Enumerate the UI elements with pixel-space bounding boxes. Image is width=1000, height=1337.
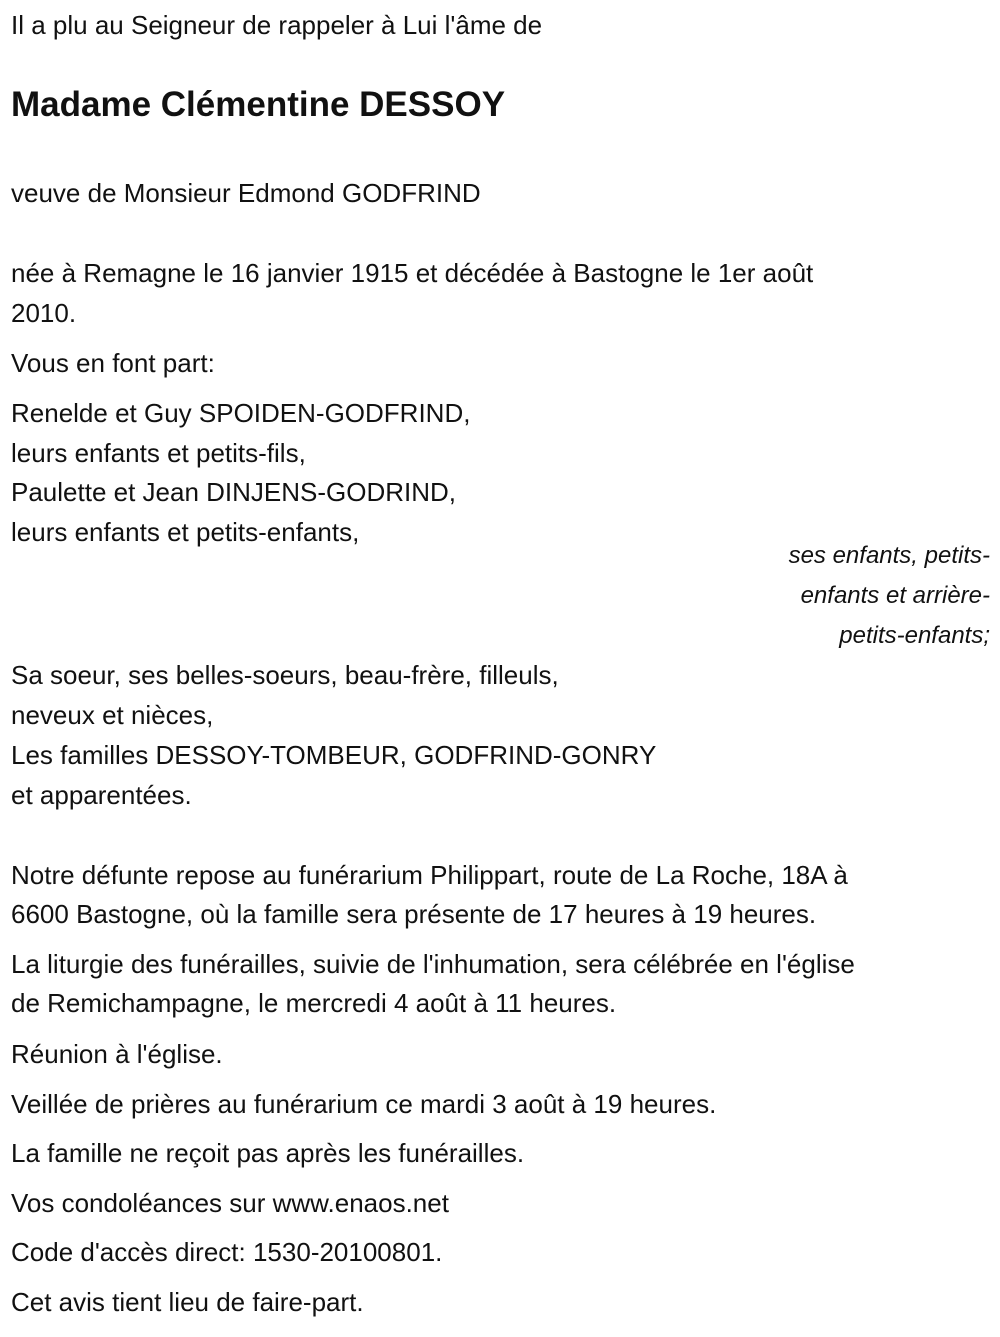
birth-death-line: 2010. bbox=[11, 298, 77, 328]
relatives-line: Les familles DESSOY-TOMBEUR, GODFRIND-GONRY bbox=[11, 740, 657, 770]
repose-line: 6600 Bastogne, où la famille sera présente de 17 heures à 19 heures. bbox=[11, 899, 817, 929]
note-line: Cet avis tient lieu de faire-part. bbox=[11, 1287, 364, 1317]
note-line: Réunion à l'église. bbox=[11, 1039, 223, 1069]
relatives-line: et apparentées. bbox=[11, 780, 192, 810]
family-summary-line: ses enfants, petits- bbox=[788, 542, 990, 569]
note-line: La famille ne reçoit pas après les funérailles. bbox=[11, 1138, 525, 1168]
intro-text: Il a plu au Seigneur de rappeler à Lui l'âme de bbox=[11, 10, 543, 40]
family-line: leurs enfants et petits-fils, bbox=[11, 438, 306, 468]
liturgy-line: La liturgie des funérailles, suivie de l'inhumation, sera célébrée en l'église bbox=[11, 949, 855, 979]
announce-text: Vous en font part: bbox=[11, 348, 215, 378]
family-line: Renelde et Guy SPOIDEN-GODFRIND, bbox=[11, 398, 471, 428]
deceased-name: Madame Clémentine DESSOY bbox=[11, 85, 506, 124]
family-line: leurs enfants et petits-enfants, bbox=[11, 517, 360, 547]
widow-text: veuve de Monsieur Edmond GODFRIND bbox=[11, 178, 481, 208]
relatives-line: Sa soeur, ses belles-soeurs, beau-frère, filleuls, bbox=[11, 660, 559, 690]
birth-death-line: née à Remagne le 16 janvier 1915 et décédée à Bastogne le 1er août bbox=[11, 258, 814, 288]
repose-line: Notre défunte repose au funérarium Philippart, route de La Roche, 18A à bbox=[11, 860, 848, 890]
note-line: Veillée de prières au funérarium ce mardi 3 août à 19 heures. bbox=[11, 1089, 717, 1119]
family-summary-line: enfants et arrière- bbox=[800, 582, 990, 609]
family-line: Paulette et Jean DINJENS-GODRIND, bbox=[11, 477, 457, 507]
condolences-link-line: Vos condoléances sur www.enaos.net bbox=[11, 1188, 449, 1218]
access-code-line: Code d'accès direct: 1530-20100801. bbox=[11, 1237, 443, 1267]
relatives-line: neveux et nièces, bbox=[11, 700, 214, 730]
family-summary-line: petits-enfants; bbox=[839, 622, 990, 649]
liturgy-line: de Remichampagne, le mercredi 4 août à 11 heures. bbox=[11, 988, 617, 1018]
